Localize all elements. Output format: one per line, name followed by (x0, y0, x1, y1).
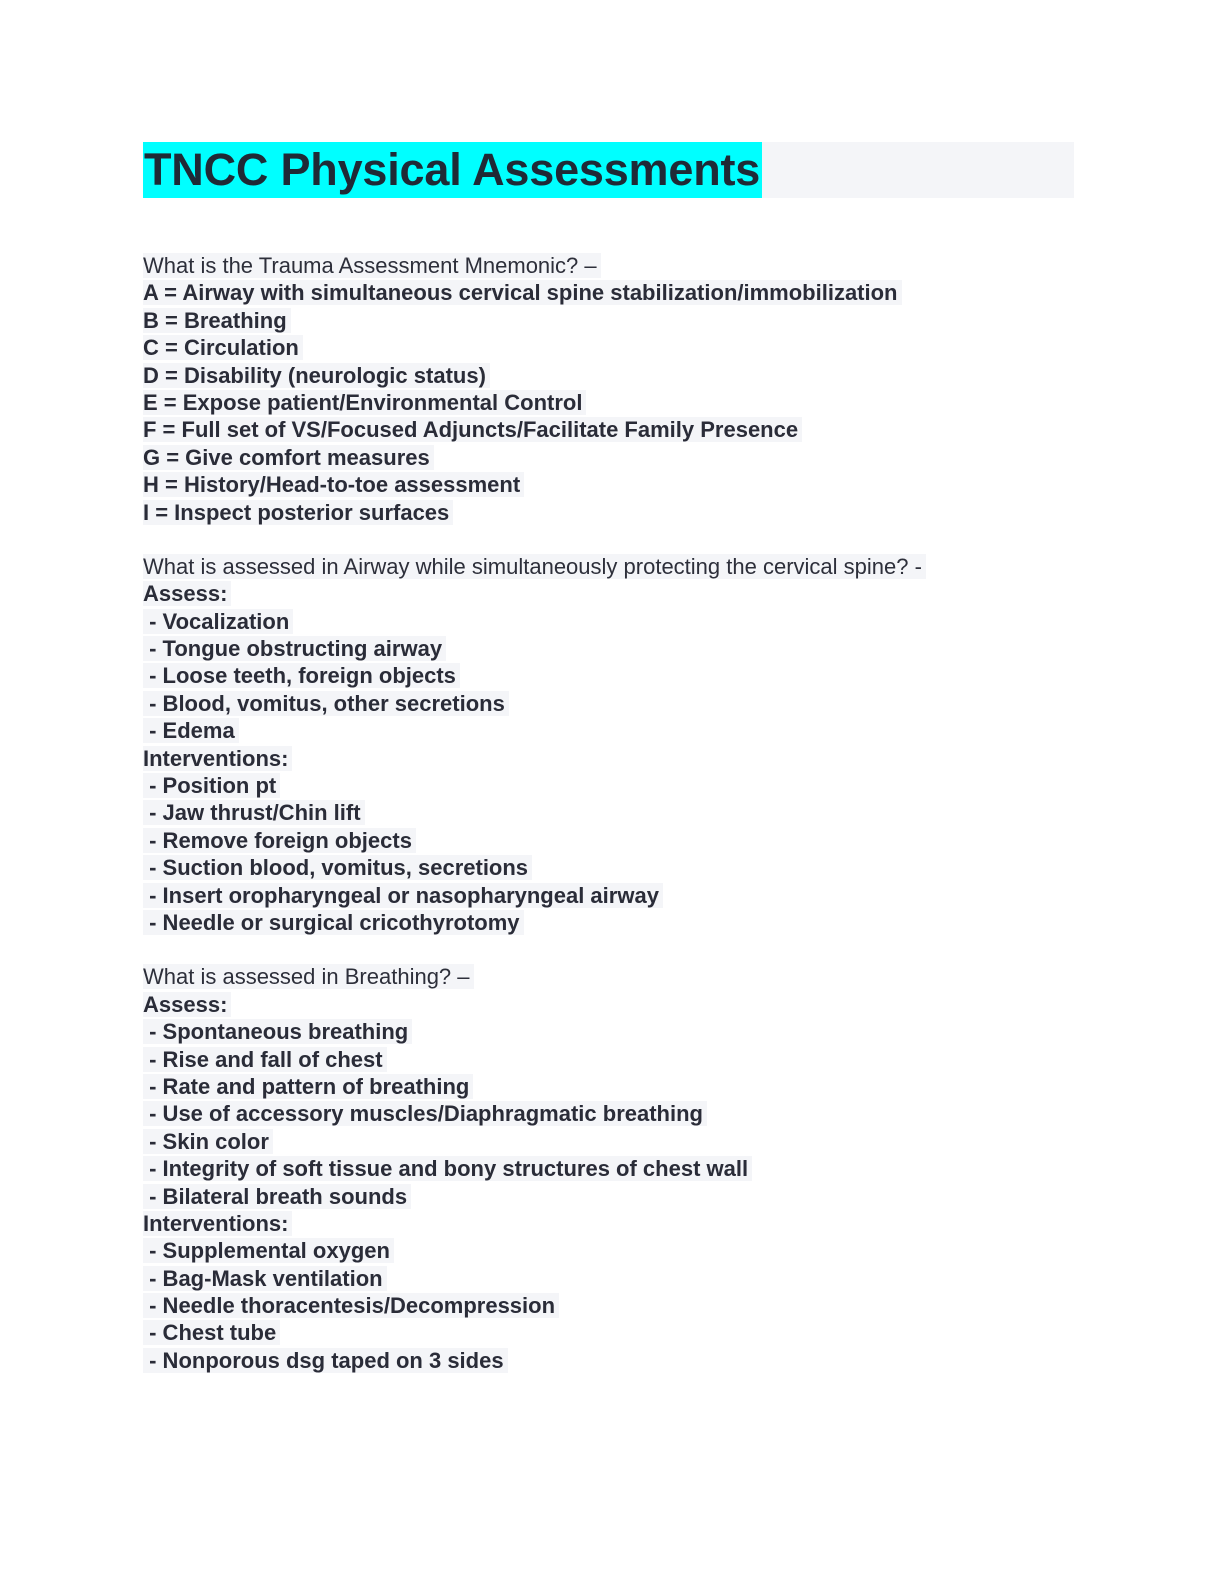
assess-item: - Tongue obstructing airway (143, 636, 446, 661)
intervention-item: - Chest tube (143, 1320, 280, 1345)
intervention-item: - Needle thoracentesis/Decompression (143, 1293, 559, 1318)
intervention-item: - Position pt (143, 773, 280, 798)
assess-item: - Use of accessory muscles/Diaphragmatic breathing (143, 1101, 707, 1126)
section-breathing (143, 963, 1074, 1374)
mnemonic-item: C = Circulation (143, 335, 303, 360)
mnemonic-item: B = Breathing (143, 308, 291, 333)
mnemonic-item: I = Inspect posterior surfaces (143, 500, 453, 525)
intervention-item: - Supplemental oxygen (143, 1238, 394, 1263)
interventions-label: Interventions: (143, 746, 292, 771)
interventions-label: Interventions: (143, 1211, 292, 1236)
intervention-item: - Bag-Mask ventilation (143, 1266, 387, 1291)
mnemonic-item: H = History/Head-to-toe assessment (143, 472, 524, 497)
assess-item: - Edema (143, 718, 239, 743)
mnemonic-item: A = Airway with simultaneous cervical spine stabilization/immobilization (143, 280, 902, 305)
intervention-item: - Remove foreign objects (143, 828, 416, 853)
assess-item: - Vocalization (143, 609, 293, 634)
mnemonic-item: G = Give comfort measures (143, 445, 434, 470)
mnemonic-item: F = Full set of VS/Focused Adjuncts/Facilitate Family Presence (143, 417, 802, 442)
intervention-item: - Suction blood, vomitus, secretions (143, 855, 532, 880)
mnemonic-item: E = Expose patient/Environmental Control (143, 390, 586, 415)
section-mnemonic (143, 252, 1074, 526)
assess-item: - Skin color (143, 1129, 273, 1154)
mnemonic-item: D = Disability (neurologic status) (143, 363, 490, 388)
assess-item: - Integrity of soft tissue and bony structures of chest wall (143, 1156, 752, 1181)
question-breathing: What is assessed in Breathing? – (143, 964, 474, 989)
intervention-item: - Jaw thrust/Chin lift (143, 800, 365, 825)
question-mnemonic: What is the Trauma Assessment Mnemonic? – (143, 253, 601, 278)
assess-item: - Spontaneous breathing (143, 1019, 412, 1044)
document-page (143, 142, 1074, 1374)
section-airway (143, 553, 1074, 936)
assess-item: - Rise and fall of chest (143, 1047, 387, 1072)
question-airway: What is assessed in Airway while simultaneously protecting the cervical spine? - (143, 554, 926, 579)
title-band (143, 142, 1074, 198)
assess-item: - Bilateral breath sounds (143, 1184, 411, 1209)
assess-item: - Rate and pattern of breathing (143, 1074, 473, 1099)
intervention-item: - Insert oropharyngeal or nasopharyngeal airway (143, 883, 663, 908)
intervention-item: - Needle or surgical cricothyrotomy (143, 910, 524, 935)
assess-label: Assess: (143, 581, 231, 606)
assess-item: - Blood, vomitus, other secretions (143, 691, 509, 716)
intervention-item: - Nonporous dsg taped on 3 sides (143, 1348, 508, 1373)
document-title: TNCC Physical Assessments (143, 142, 762, 198)
assess-label: Assess: (143, 992, 231, 1017)
assess-item: - Loose teeth, foreign objects (143, 663, 460, 688)
